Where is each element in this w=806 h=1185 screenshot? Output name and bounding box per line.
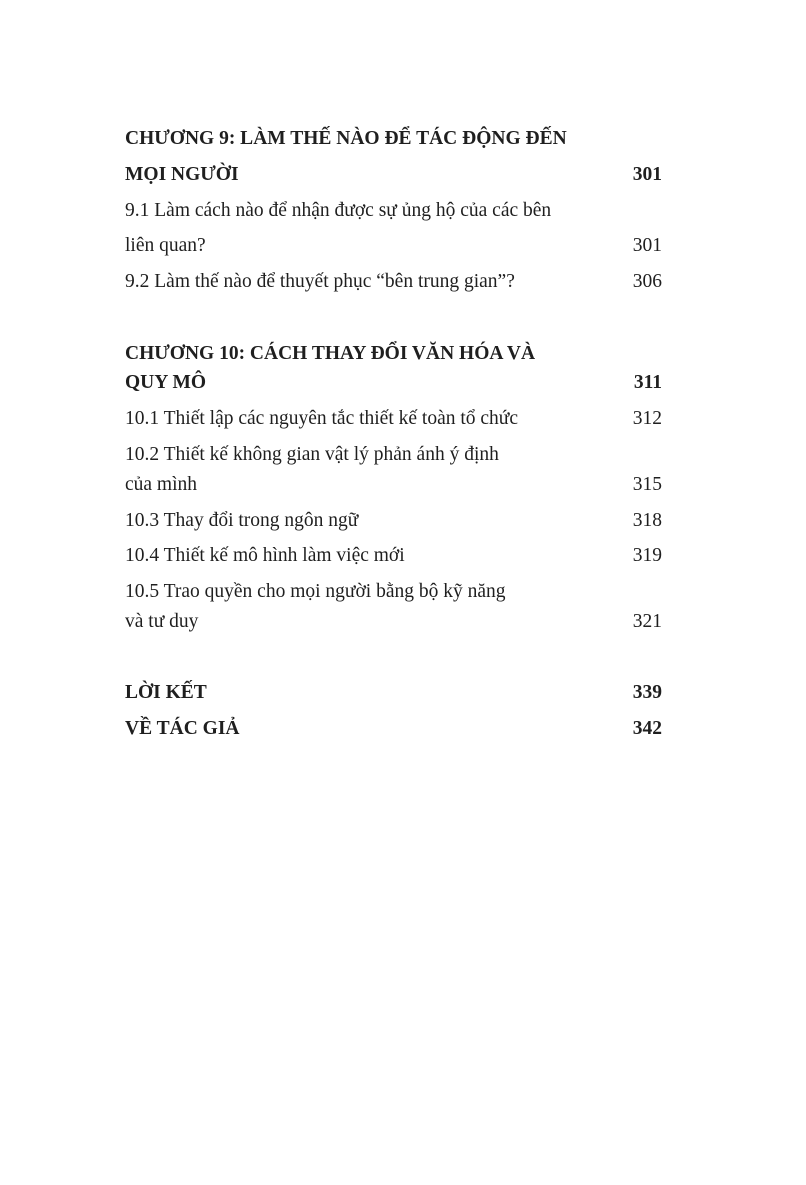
- toc-item-10-5-line1: 10.5 Trao quyền cho mọi người bằng bộ kỹ năng: [125, 581, 506, 602]
- toc-item-9-2: 9.2 Làm thế nào để thuyết phục “bên trung gian”?: [125, 271, 515, 292]
- chapter-10-title-line2: QUY MÔ: [125, 372, 207, 393]
- toc-item-10-2-line2: của mình: [125, 474, 198, 495]
- toc-item-10-2-page: 315: [632, 474, 662, 495]
- toc-item-10-1-page: 312: [632, 408, 662, 429]
- toc-item-10-2-line1: 10.2 Thiết kế không gian vật lý phản ánh ý định: [125, 444, 499, 465]
- chapter-9-page: 301: [632, 164, 662, 185]
- toc-item-9-1-line1: 9.1 Làm cách nào để nhận được sự ủng hộ của các bên: [125, 200, 552, 221]
- chapter-10-page: 311: [633, 372, 662, 393]
- toc-item-9-1-line2: liên quan?: [125, 235, 206, 256]
- toc-item-10-3: 10.3 Thay đổi trong ngôn ngữ: [125, 510, 359, 531]
- toc-item-10-4: 10.4 Thiết kế mô hình làm việc mới: [125, 545, 405, 566]
- chapter-9-title-line1: CHƯƠNG 9: LÀM THẾ NÀO ĐỂ TÁC ĐỘNG ĐẾN: [125, 128, 567, 149]
- chapter-10-title-line1: CHƯƠNG 10: CÁCH THAY ĐỔI VĂN HÓA VÀ: [125, 343, 536, 364]
- chapter-9-title-line2: MỌI NGƯỜI: [125, 164, 239, 185]
- toc-item-10-4-page: 319: [632, 545, 662, 566]
- epilogue-page: 339: [632, 682, 662, 703]
- toc-item-9-2-page: 306: [632, 271, 662, 292]
- toc-item-10-1: 10.1 Thiết lập các nguyên tắc thiết kế toàn tổ chức: [125, 408, 519, 429]
- about-author-title: VỀ TÁC GIẢ: [125, 718, 240, 739]
- toc-item-10-3-page: 318: [632, 510, 662, 531]
- toc-item-10-5-line2: và tư duy: [125, 611, 199, 632]
- toc-item-10-5-page: 321: [632, 611, 662, 632]
- toc-item-9-1-page: 301: [632, 235, 662, 256]
- about-author-page: 342: [632, 718, 662, 739]
- epilogue-title: LỜI KẾT: [125, 682, 207, 703]
